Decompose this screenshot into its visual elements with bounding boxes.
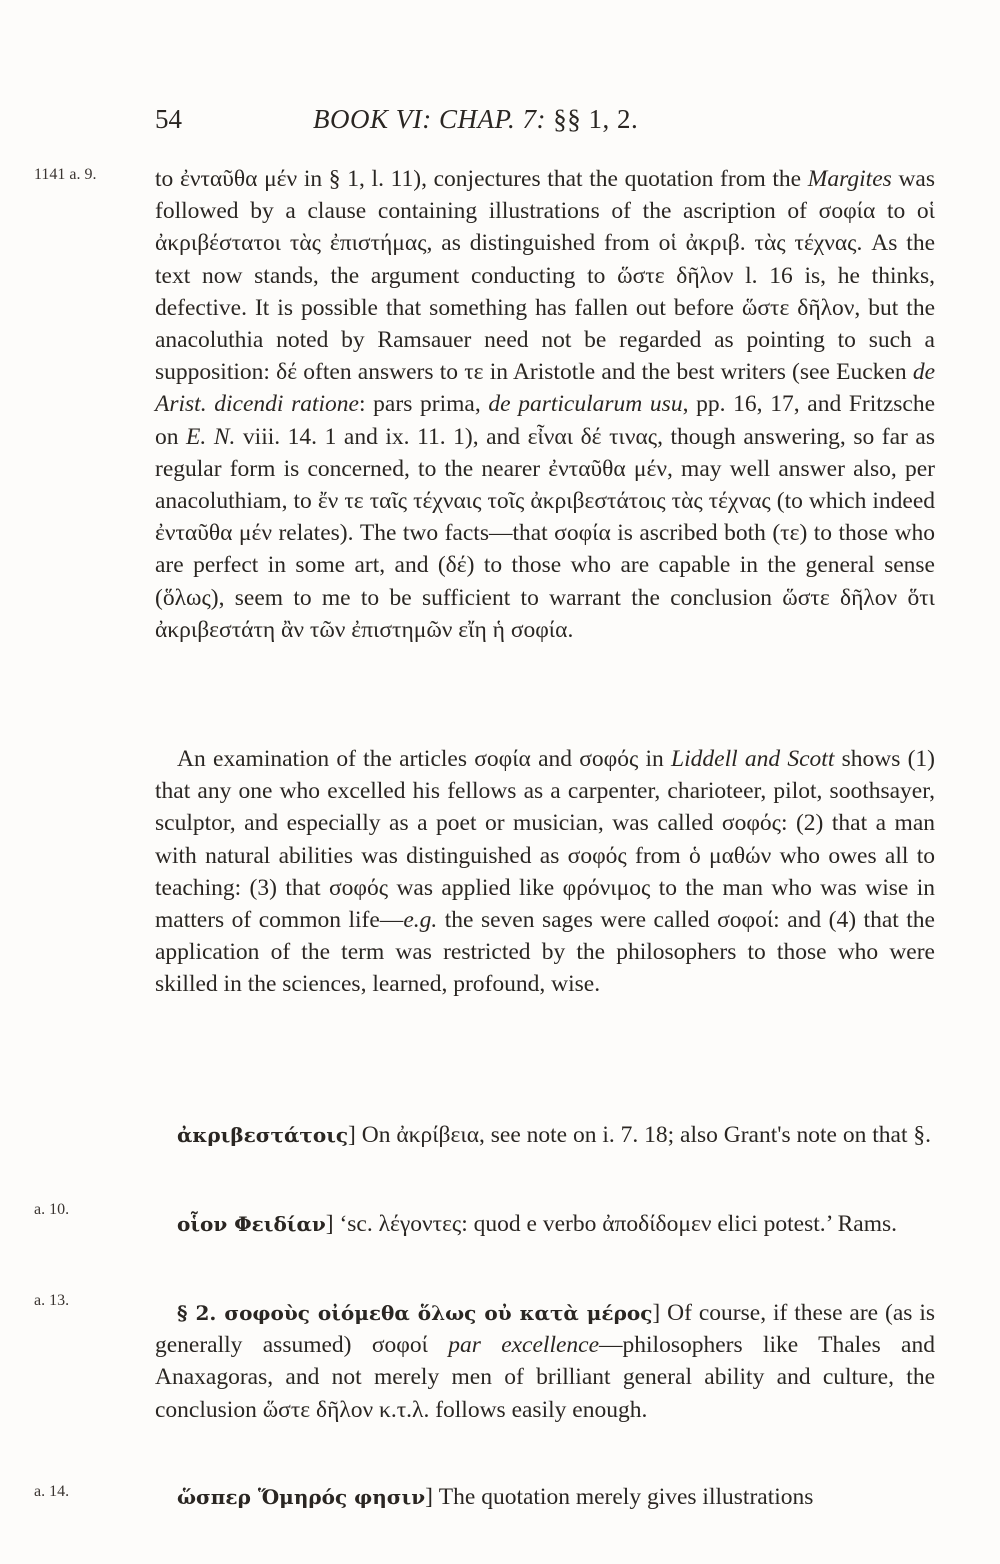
note5-text-b: —philosophers like Thales and Anaxagoras, and not merely men of brilliant general ability and culture, the conclusion ὥστε δῆλον κ.τ.λ. follows easily enough. xyxy=(155,1332,935,1423)
margin-ref-a9: 1141 a. 9. xyxy=(34,166,97,183)
note2-text-c: the seven sages were called σοφοί: and (4) that the application of the term was restricted by the philosophers to those who were skilled in the sciences, learned, profound, wise. xyxy=(155,907,935,998)
note1-text-d: , pp. 16, 17, and Fritzsche on xyxy=(155,391,936,450)
note1-text-e: viii. 14. 1 and ix. 11. 1), and εἶναι δέ τινας, though answering, so far as regular form is concerned, to the nearer ἐνταῦθα μέν, may well answer also, per anacoluthiam, to ἔν τε ταῖς τέχναις τοῖς ἀκριβεστάτοις τὰς τέχνας (to which indeed ἐνταῦθα μέν relates). The two facts—that σοφία is ascribed both (τε) to those who are perfect in some art, and (δέ) to those who are capable in the general sense (ὅλως), seem to me to be sufficient to warrant the conclusion ὥστε δῆλον ὅτι ἀκριβεστάτη ἂν τῶν ἐπιστημῶν εἴη ἡ σοφία. xyxy=(155,423,935,643)
note1-text-a: to ἐνταῦθα μέν in § 1, l. 11), conjectures that the quotation from the xyxy=(155,166,808,192)
note-hosper-homeros xyxy=(155,1481,935,1513)
note3-lemma: ἀκριβεστάτοις xyxy=(177,1123,349,1147)
margin-ref-a10: a. 10. xyxy=(34,1201,70,1218)
note-oion-pheidian xyxy=(155,1208,935,1240)
running-sections: §§ 1, 2. xyxy=(553,104,639,134)
note1-eucken-sub: de particularum usu xyxy=(488,391,683,418)
page-number: 54 xyxy=(155,104,182,134)
note-sophous-oiometha xyxy=(155,1297,935,1426)
note3-text: ] On ἀκρίβεια, see note on i. 7. 18; also Grant's note on that §. xyxy=(348,1122,931,1148)
note-akribestatois xyxy=(155,1119,935,1151)
note5-par: par excellence xyxy=(448,1332,600,1359)
note2-text-a: An examination of the articles σοφία and σοφός in xyxy=(177,746,672,772)
note2-lexicon: Liddell and Scott xyxy=(671,746,835,772)
note2-eg: e.g. xyxy=(403,907,438,934)
note4-text: ] ‘sc. λέγοντες: quod e verbo ἀποδίδομεν elici potest.’ Rams. xyxy=(325,1211,898,1237)
note5-lemma: § 2. σοφοὺς οἰόμεθα ὅλως οὐ κατὰ μέρος xyxy=(177,1301,653,1325)
note1-en: E. N. xyxy=(186,423,236,450)
note-continuation-paragraph xyxy=(155,163,935,646)
running-title-text: BOOK VI: CHAP. 7: xyxy=(313,104,546,134)
note1-margites: Margites xyxy=(807,166,892,192)
note2-text-b: shows (1) that any one who excelled his fellows as a carpenter, charioteer, pilot, soothsayer, sculptor, and especially as a poet or musician, was called σοφός: (2) that a man with natural abilities was distinguished as σοφός from ὁ μαθών who owes all to teaching: (3) that σοφός was applied like φρόνιμος to the man who was wise in matters of common life— xyxy=(155,746,936,934)
margin-ref-a14: a. 14. xyxy=(34,1483,70,1500)
note6-lemma: ὥσπερ Ὅμηρός φησιν xyxy=(177,1485,426,1509)
note1-text-c: : pars prima, xyxy=(358,391,489,418)
running-title xyxy=(313,104,638,135)
running-header xyxy=(155,104,935,144)
note5-text-a: ] Of course, if these are (as is generally assumed) σοφοί xyxy=(155,1300,936,1359)
note1-eucken-title: de Arist. dicendi ratione xyxy=(155,359,935,418)
note4-lemma: οἷον Φειδίαν xyxy=(177,1212,326,1236)
margin-ref-a13: a. 13. xyxy=(34,1292,70,1309)
note1-text-b: was followed by a clause containing illustrations of the ascription of σοφία to οἱ ἀκριβέστατοι τὰς ἐπιστήμας, as distinguished from οἱ ἀκριβ. τὰς τέχνας. As the text now stands, the argument conducting to ὥστε δῆλον l. 16 is, he thinks, defective. It is possible that something has fallen out before ὥστε δῆλον, but the anacoluthia noted by Ramsauer need not be regarded as pointing to such a supposition: δέ often answers to τε in Aristotle and the best writers (see Eucken xyxy=(155,166,936,386)
note6-text: ] The quotation merely gives illustrations xyxy=(425,1484,814,1510)
liddell-scott-paragraph xyxy=(155,743,935,1001)
